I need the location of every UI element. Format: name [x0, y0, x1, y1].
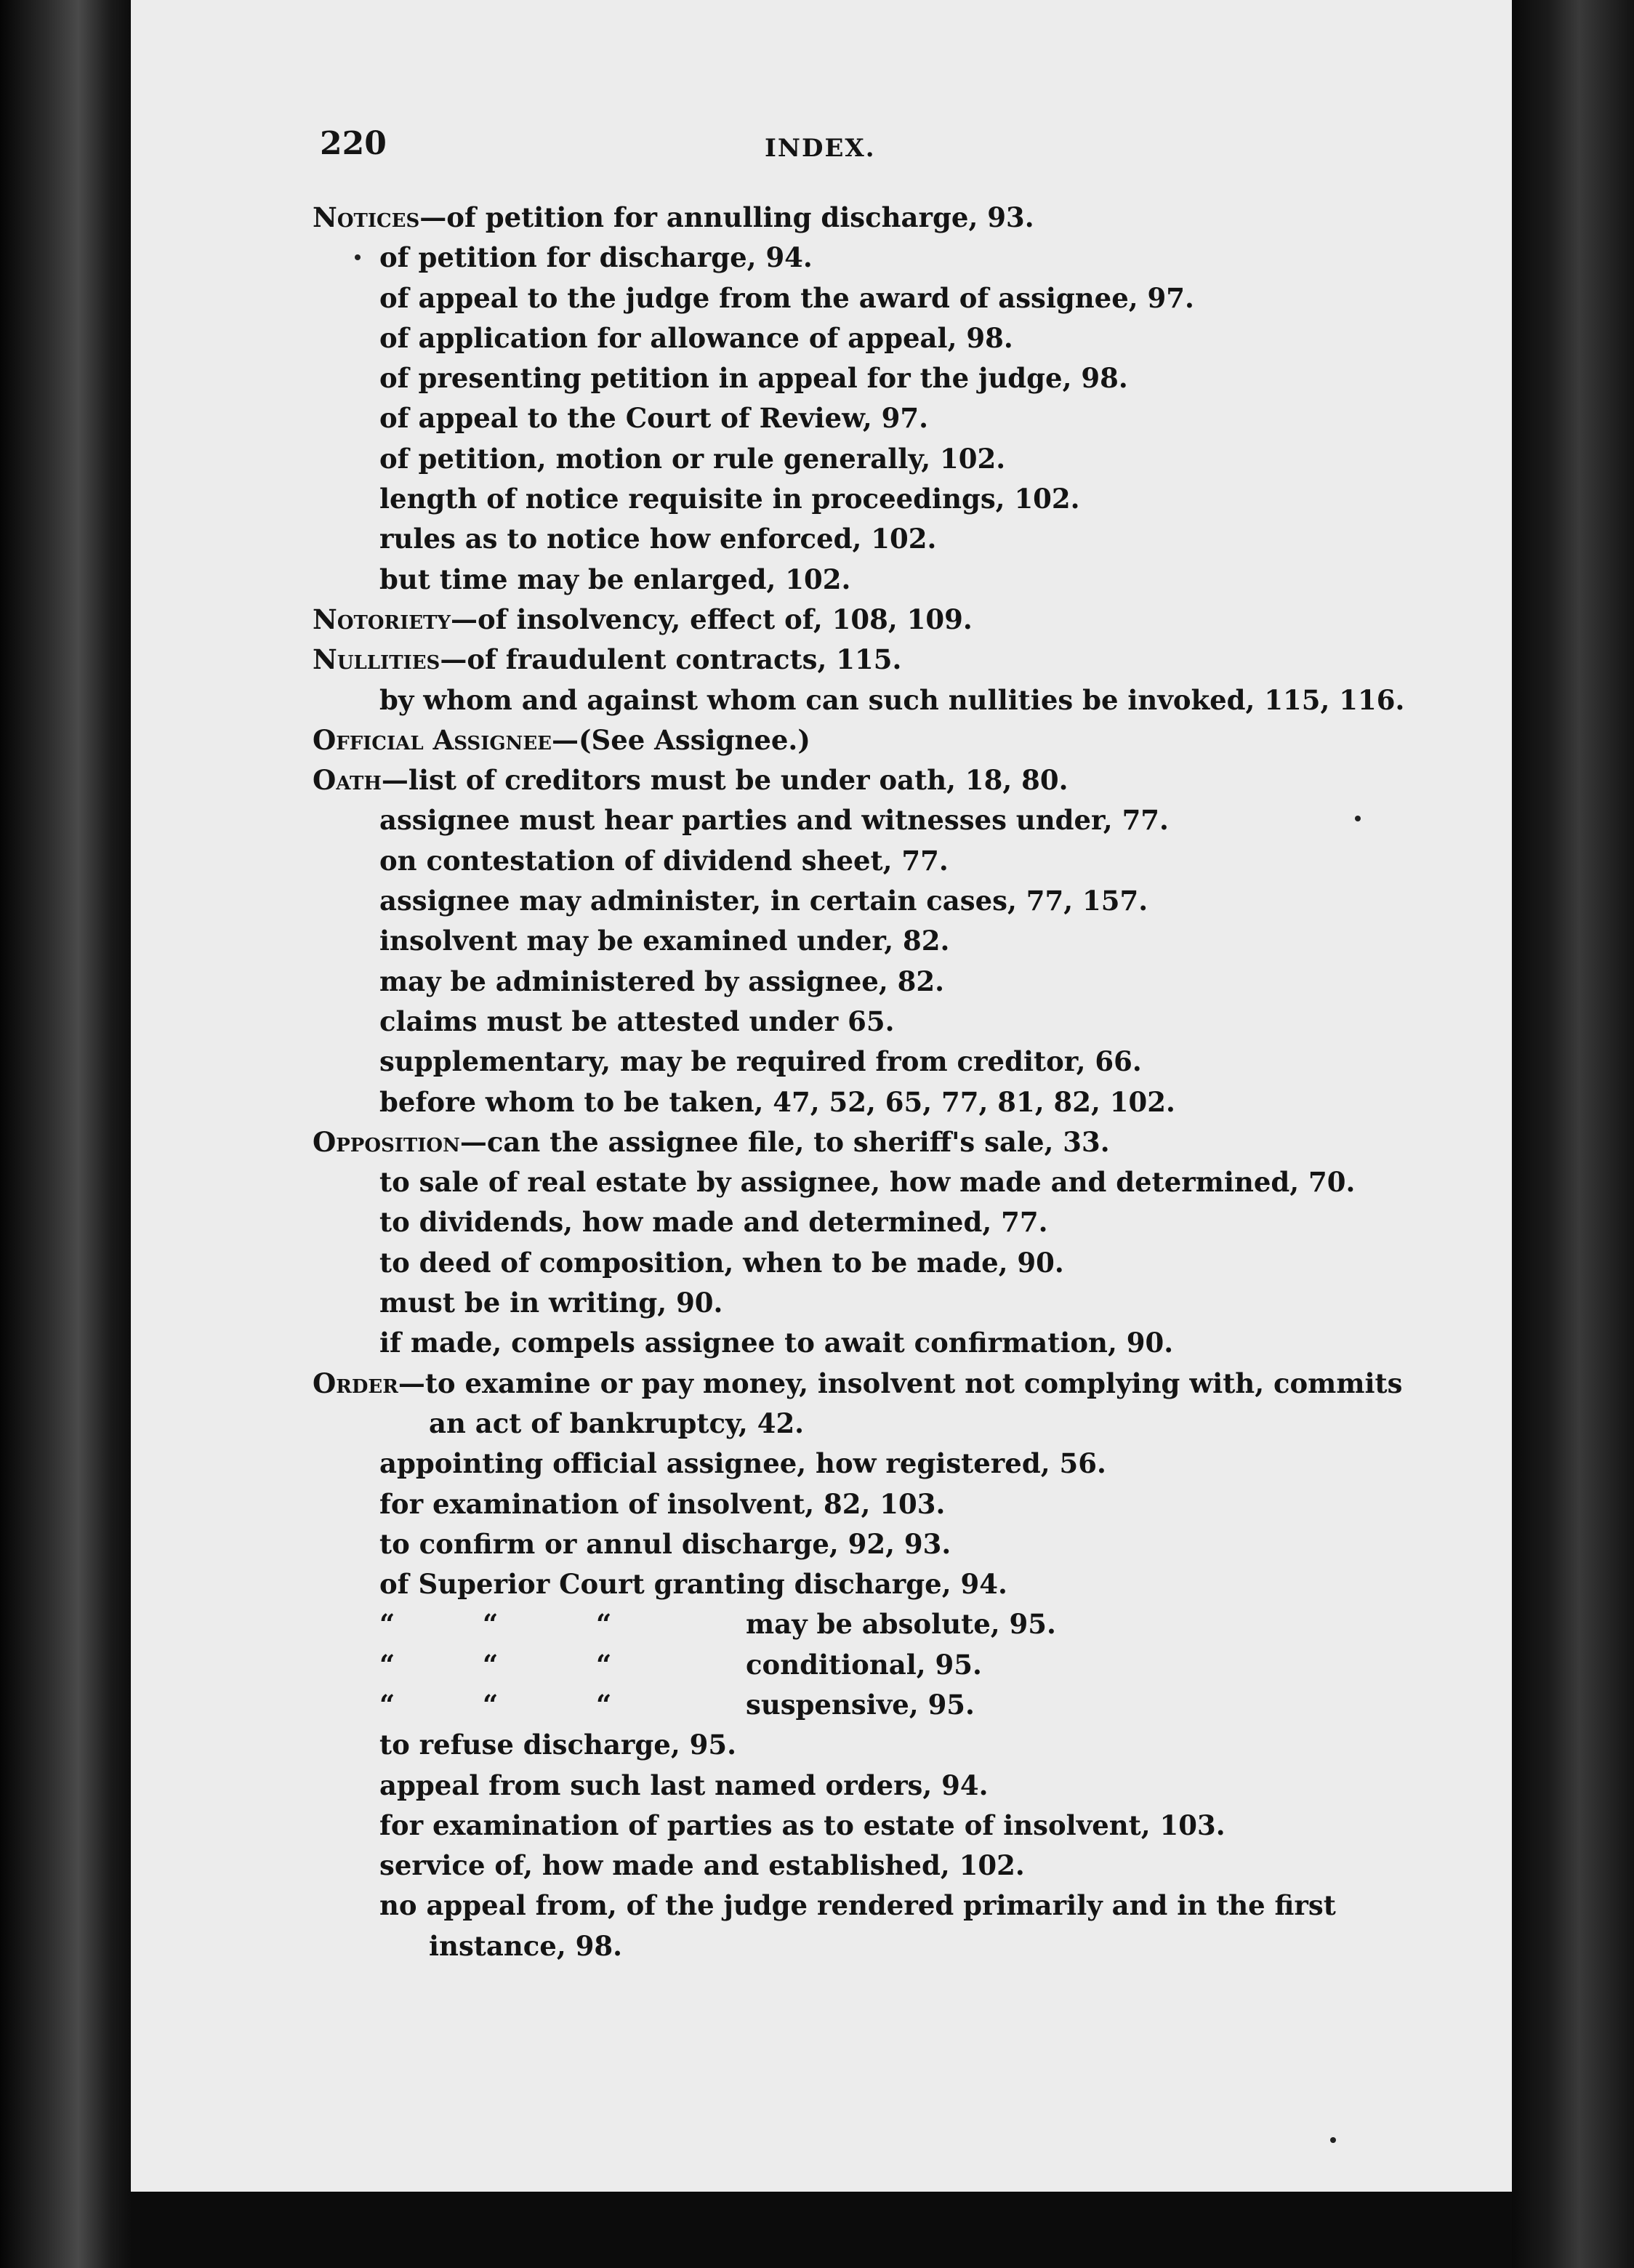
index-entry-text: appeal from such last named orders, 94. [379, 1769, 989, 1801]
page-bottom-shadow [131, 2192, 1512, 2268]
index-sub-entry [313, 318, 1330, 358]
index-entries [313, 198, 1405, 1966]
index-entry-text: to refuse discharge, 95. [379, 1729, 736, 1761]
index-heading: Opposition [313, 1125, 460, 1158]
index-entry-text: —of insolvency, effect of, 108, 109. [450, 603, 973, 635]
index-entry-text: of petition for discharge, 94. [379, 241, 813, 274]
ditto-mark: “ [483, 1608, 499, 1641]
index-entry-text: —(See Assignee.) [551, 723, 810, 756]
index-heading: Notices [313, 201, 420, 233]
index-sub-entry [313, 238, 1330, 278]
index-entry-text: appointing official assignee, how registered, 56. [379, 1447, 1106, 1480]
index-sub-entry [313, 881, 1330, 921]
index-entry-text: may be absolute, 95. [746, 1608, 1056, 1641]
index-sub-entry [313, 1926, 1330, 1966]
index-heading-entry [313, 760, 1330, 800]
index-sub-entry [313, 1886, 1336, 1926]
index-heading-entry [313, 1122, 1330, 1162]
index-entry-text: suspensive, 95. [746, 1688, 975, 1721]
index-heading: Official Assignee [313, 723, 552, 756]
index-heading: Nullities [313, 643, 440, 676]
index-sub-entry [313, 479, 1330, 519]
index-sub-entry [313, 1202, 1330, 1242]
index-entry-text: to dividends, how made and determined, 77. [379, 1206, 1048, 1239]
index-sub-entry [313, 1162, 1356, 1202]
index-entry-text: before whom to be taken, 47, 52, 65, 77, 81, 82, 102. [379, 1085, 1175, 1118]
index-sub-entry [313, 962, 1330, 1002]
index-entry-text: no appeal from, of the judge rendered primarily and in the first [379, 1889, 1336, 1922]
index-entry-text: instance, 98. [429, 1929, 622, 1962]
index-entry-text: to confirm or annul discharge, 92, 93. [379, 1527, 951, 1560]
ditto-mark: “ [596, 1608, 612, 1641]
page-title: INDEX. [765, 134, 876, 163]
index-entry-text: of application for allowance of appeal, 98. [379, 321, 1013, 354]
index-sub-entry [313, 439, 1330, 479]
index-heading-entry [313, 640, 1330, 680]
index-heading-entry [313, 720, 1330, 760]
index-sub-entry [313, 1243, 1330, 1283]
book-binding-edge [0, 0, 131, 2268]
index-entry-text: supplementary, may be required from creditor, 66. [379, 1045, 1142, 1078]
index-entry-text: of appeal to the judge from the award of assignee, 97. [379, 281, 1194, 314]
index-sub-entry [313, 800, 1330, 840]
ditto-mark: “ [483, 1648, 499, 1681]
index-entry-text: insolvent may be examined under, 82. [379, 925, 950, 957]
index-entry-text: must be in writing, 90. [379, 1287, 723, 1319]
index-entry-text: on contestation of dividend sheet, 77. [379, 844, 949, 877]
index-heading: Oath [313, 764, 382, 797]
ditto-mark: “ [596, 1688, 612, 1721]
index-sub-entry [313, 921, 1330, 961]
index-entry-text: assignee must hear parties and witnesses under, 77. [379, 804, 1169, 837]
index-sub-entry [313, 1484, 1330, 1524]
index-sub-entry [313, 1766, 1330, 1806]
page-number: 220 [320, 125, 387, 162]
index-entry-text: if made, compels assignee to await confirmation, 90. [379, 1327, 1174, 1359]
index-sub-entry [313, 1564, 1330, 1604]
index-sub-entry [313, 1846, 1330, 1886]
index-sub-entry [313, 1444, 1330, 1484]
index-sub-entry [313, 1404, 1330, 1444]
index-sub-entry [313, 1283, 1330, 1323]
index-entry-text: length of notice requisite in proceedings, 102. [379, 483, 1080, 515]
index-entry-text: —can the assignee file, to sheriff's sale, 33. [459, 1125, 1110, 1158]
index-sub-entry [313, 560, 1330, 600]
index-heading-entry [313, 600, 1330, 640]
index-sub-entry [313, 1645, 1330, 1685]
index-sub-entry [313, 1323, 1330, 1363]
index-entry-text: for examination of parties as to estate of insolvent, 103. [379, 1809, 1226, 1841]
index-entry-text: —to examine or pay money, insolvent not complying with, commits [398, 1367, 1403, 1399]
index-sub-entry [313, 1082, 1330, 1122]
index-entry-text: of appeal to the Court of Review, 97. [379, 402, 929, 435]
index-entry-text: —of fraudulent contracts, 115. [440, 643, 902, 676]
index-entry-text: of petition, motion or rule generally, 102. [379, 442, 1006, 475]
index-sub-entry [313, 1604, 1330, 1644]
index-sub-entry [313, 278, 1330, 318]
index-entry-text: —of petition for annulling discharge, 93. [419, 201, 1034, 233]
right-page-edge [1512, 0, 1634, 2268]
index-heading: Notoriety [313, 603, 451, 635]
index-entry-text: an act of bankruptcy, 42. [429, 1407, 805, 1439]
index-entry-text: of Superior Court granting discharge, 94. [379, 1568, 1007, 1601]
index-entry-text: assignee may administer, in certain cases, 77, 157. [379, 885, 1148, 917]
index-entry-text: conditional, 95. [746, 1648, 982, 1681]
ditto-mark: “ [379, 1608, 395, 1641]
ditto-mark: “ [483, 1688, 499, 1721]
index-entry-text: for examination of insolvent, 82, 103. [379, 1487, 946, 1520]
index-entry-text: rules as to notice how enforced, 102. [379, 523, 937, 555]
index-heading: Order [313, 1367, 398, 1399]
index-sub-entry [313, 519, 1330, 559]
index-sub-entry [313, 1002, 1330, 1042]
index-entry-text: service of, how made and established, 102. [379, 1849, 1025, 1882]
index-sub-entry [313, 841, 1330, 881]
index-sub-entry [313, 1806, 1330, 1846]
index-entry-text: may be administered by assignee, 82. [379, 965, 944, 997]
index-sub-entry [313, 1725, 1330, 1765]
ditto-mark: “ [596, 1648, 612, 1681]
index-heading-entry [313, 198, 1330, 238]
index-entry-text: claims must be attested under 65. [379, 1005, 895, 1037]
index-heading-entry [313, 1364, 1403, 1404]
stray-mark-icon [1330, 2137, 1336, 2143]
index-entry-text: —list of creditors must be under oath, 18, 80. [381, 764, 1068, 797]
index-entry-text: but time may be enlarged, 102. [379, 563, 851, 595]
index-sub-entry [313, 358, 1330, 398]
index-entry-text: to deed of composition, when to be made, 90. [379, 1246, 1064, 1279]
stray-mark-icon [1355, 816, 1361, 821]
index-sub-entry [313, 398, 1330, 438]
index-entry-text: of presenting petition in appeal for the judge, 98. [379, 362, 1128, 395]
index-entry-text: by whom and against whom can such nullities be invoked, 115, 116. [379, 683, 1405, 716]
ditto-mark: “ [379, 1688, 395, 1721]
index-entry-text: to sale of real estate by assignee, how made and determined, 70. [379, 1166, 1356, 1199]
ditto-mark: “ [379, 1648, 395, 1681]
index-sub-entry [313, 1042, 1330, 1082]
index-sub-entry [313, 1685, 1330, 1725]
index-sub-entry [313, 1524, 1330, 1564]
index-sub-entry [313, 680, 1405, 720]
